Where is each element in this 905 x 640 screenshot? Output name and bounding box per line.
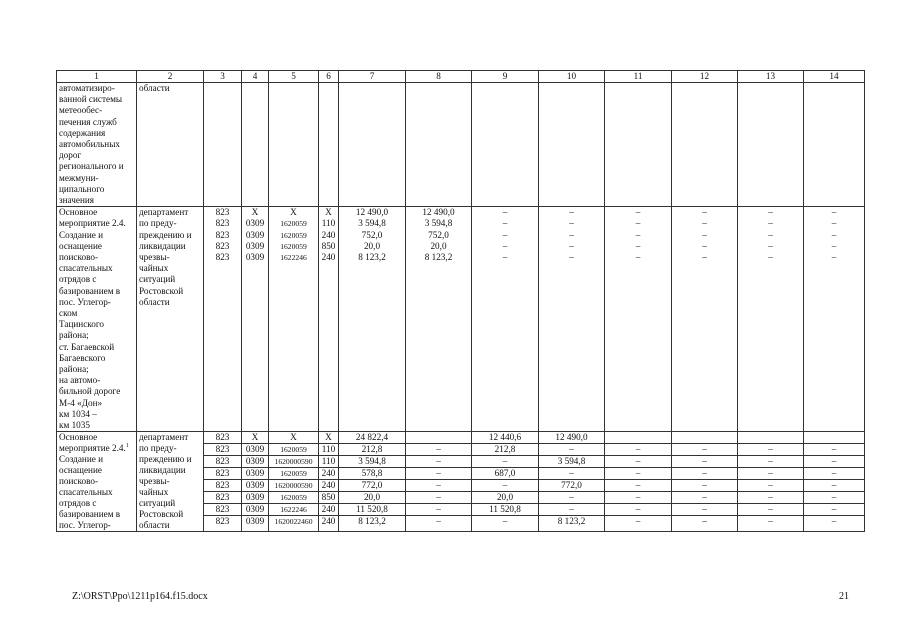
text-line: Багаевского [59, 352, 106, 363]
text-line: преждению и [139, 229, 192, 240]
text-line: дорог [59, 150, 82, 161]
text-line: автоматизиро- [59, 83, 115, 93]
measure-name-cell [57, 207, 137, 432]
table-cell: – [738, 504, 804, 516]
empty-cell [319, 83, 339, 207]
text-line: чайных [139, 263, 169, 274]
table-cell: – [804, 468, 865, 480]
text-line: межмуни- [59, 172, 99, 183]
cell-value: – [635, 229, 641, 240]
table-cell: – [804, 456, 865, 468]
table-cell: 110 [319, 444, 339, 456]
table-cell: – [605, 480, 672, 492]
text-line: регионального и [59, 161, 124, 172]
cell-value: 823 [215, 218, 230, 229]
cell-value: 823 [215, 240, 230, 251]
cell-value: Х [251, 207, 259, 218]
text-line: поисково- [59, 252, 99, 263]
table-cell: 1620059 [269, 444, 319, 456]
year-cell [605, 207, 672, 432]
cell-value: – [635, 218, 641, 229]
table-cell: 3 594,8 [339, 456, 406, 468]
cell-value: – [831, 252, 837, 263]
table-cell: 687,0 [472, 468, 539, 480]
table-cell: – [605, 516, 672, 532]
total-cell [339, 207, 406, 432]
table-cell: 823 [204, 480, 242, 492]
cell-value: – [702, 218, 707, 229]
csr-cell [269, 207, 319, 432]
col-header: 6 [319, 71, 339, 83]
text-line: бильной дороге [59, 386, 121, 397]
table-cell: – [804, 480, 865, 492]
table-cell: 1620022460 [269, 516, 319, 532]
table-cell: 11 520,8 [472, 504, 539, 516]
cell-value: – [768, 229, 773, 240]
budget-table [56, 70, 865, 532]
page-number: 21 [839, 591, 849, 602]
cell-value: – [635, 240, 641, 251]
cell-value: 8 123,2 [358, 252, 386, 263]
text-line: района; [59, 330, 89, 341]
year-cell [672, 207, 738, 432]
table-cell: – [804, 504, 865, 516]
table-cell: – [605, 504, 672, 516]
table-cell: – [738, 480, 804, 492]
col-header: 2 [137, 71, 204, 83]
cell-value: – [702, 207, 707, 218]
cell-value: 12 490,0 [422, 207, 455, 218]
table-cell: 823 [204, 456, 242, 468]
table-cell: 0309 [242, 492, 269, 504]
table-cell: – [804, 492, 865, 504]
text-line: мероприятие 2.4. [59, 218, 126, 229]
empty-cell [406, 83, 472, 207]
text-line: пос. Углегор- [59, 296, 111, 307]
table-cell: 240 [319, 480, 339, 492]
text-line: Тацинского [59, 319, 105, 330]
empty-cell [339, 83, 406, 207]
text-line: метеообес- [59, 105, 103, 116]
table-cell: 24 822,4 [339, 432, 406, 444]
text-line: Создание и [59, 229, 104, 240]
cell-value: – [569, 229, 574, 240]
text-line: спасательных [59, 263, 113, 274]
col-header: 13 [738, 71, 804, 83]
cell-value: 240 [321, 229, 336, 240]
table-cell [672, 432, 738, 444]
cell-value: – [768, 207, 773, 218]
table-cell: 823 [204, 432, 242, 444]
col-header: 11 [605, 71, 672, 83]
table-cell: – [672, 456, 738, 468]
table-cell: Х [269, 432, 319, 444]
text-line: по преду- [139, 443, 177, 454]
cell-value: – [831, 218, 837, 229]
empty-cell [738, 83, 804, 207]
executor-cell [137, 83, 204, 207]
text-line: М-4 «Дон» [59, 397, 103, 408]
table-cell: – [406, 468, 472, 480]
table-cell: 823 [204, 468, 242, 480]
cell-value: 0309 [245, 218, 265, 229]
text-line: области [139, 296, 170, 307]
table-cell: Х [242, 432, 269, 444]
table-cell: – [406, 492, 472, 504]
table-cell: 1620059 [269, 492, 319, 504]
text-line: района; [59, 364, 89, 375]
text-line: отрядов с [59, 498, 97, 509]
col-header: 10 [539, 71, 605, 83]
table-cell [738, 432, 804, 444]
empty-cell [242, 83, 269, 207]
table-cell: – [539, 468, 605, 480]
text-line: Создание и [59, 454, 104, 465]
cell-value: – [502, 229, 508, 240]
table-cell: – [406, 516, 472, 532]
table-cell [804, 432, 865, 444]
table-cell: – [406, 456, 472, 468]
text-line: Основное [59, 432, 98, 443]
text-line: отрядов с [59, 274, 97, 285]
table-cell: 772,0 [339, 480, 406, 492]
table-cell: 11 520,8 [339, 504, 406, 516]
table-cell: – [672, 504, 738, 516]
table-cell: – [605, 456, 672, 468]
year-cell [804, 207, 865, 432]
cell-value: 850 [321, 240, 336, 251]
table-cell: 0309 [242, 516, 269, 532]
cell-value: 1620059 [280, 219, 307, 229]
table-cell: 240 [319, 516, 339, 532]
table-cell: 12 440,6 [472, 432, 539, 444]
table-row [57, 432, 865, 444]
table-cell: – [672, 516, 738, 532]
cell-value: 20,0 [363, 240, 381, 251]
table-cell: 0309 [242, 456, 269, 468]
table-cell: – [804, 444, 865, 456]
table-cell: 8 123,2 [539, 516, 605, 532]
text-line: автомобильных [59, 139, 120, 150]
table-cell: 0309 [242, 504, 269, 516]
table-cell: 772,0 [539, 480, 605, 492]
cell-value: 1622246 [280, 253, 307, 263]
table-cell: 110 [319, 456, 339, 468]
text-line: Ростовской [139, 509, 184, 520]
table-cell: 20,0 [339, 492, 406, 504]
cell-value: 0309 [245, 229, 265, 240]
text-line: преждению и [139, 454, 192, 465]
table-cell: – [738, 468, 804, 480]
cell-value: Х [325, 207, 332, 218]
measure-name-cell [57, 432, 137, 532]
cell-value: Х [290, 207, 297, 218]
empty-cell [539, 83, 605, 207]
text-line: ситуаций [139, 274, 176, 285]
text-line: содержания [59, 127, 106, 138]
empty-cell [204, 83, 242, 207]
year-cell [472, 207, 539, 432]
cell-value: – [569, 207, 574, 218]
text-line: км 1034 – [59, 408, 97, 419]
vr-cell [319, 207, 339, 432]
text-line: базированием в [59, 509, 121, 520]
text-line: печения служб [59, 116, 117, 127]
cell-value: – [831, 207, 837, 218]
cell-value: – [569, 240, 574, 251]
cell-value: – [569, 252, 574, 263]
text-line: департамент [139, 207, 189, 218]
text-line: Ростовской [139, 285, 184, 296]
text-line: ском [59, 308, 78, 319]
table-cell: 12 490,0 [539, 432, 605, 444]
col-header: 8 [406, 71, 472, 83]
cell-value: – [768, 252, 773, 263]
text-line: пос. Углегор- [59, 520, 111, 531]
table-cell: 850 [319, 492, 339, 504]
col-header: 4 [242, 71, 269, 83]
table-cell: – [472, 480, 539, 492]
text-line: области [139, 83, 170, 93]
text-line: ст. Багаевской [59, 341, 115, 352]
col-header: 9 [472, 71, 539, 83]
cell-value: 1620059 [280, 230, 307, 240]
table-cell: – [406, 504, 472, 516]
cell-value: – [702, 252, 707, 263]
table-cell: – [539, 504, 605, 516]
cell-value: 240 [321, 252, 336, 263]
table-cell: – [472, 456, 539, 468]
grbs-cell [204, 207, 242, 432]
text-line: км 1035 [59, 420, 90, 431]
cell-value: – [502, 207, 508, 218]
empty-cell [269, 83, 319, 207]
year-cell [539, 207, 605, 432]
table-cell: 0309 [242, 480, 269, 492]
table-cell: 1620000590 [269, 456, 319, 468]
table-cell: 1622246 [269, 504, 319, 516]
table-cell: – [738, 492, 804, 504]
table-cell: 1620000590 [269, 480, 319, 492]
empty-cell [605, 83, 672, 207]
table-cell: 1620059 [269, 468, 319, 480]
table-cell: 8 123,2 [339, 516, 406, 532]
empty-cell [672, 83, 738, 207]
table-cell: 212,8 [339, 444, 406, 456]
executor-cell [137, 207, 204, 432]
cell-value: – [768, 240, 773, 251]
year-cell [738, 207, 804, 432]
table-cell: – [605, 468, 672, 480]
cell-value: 1620059 [280, 241, 307, 251]
table-row [57, 207, 865, 432]
cell-value: – [635, 252, 641, 263]
cell-value: – [635, 207, 641, 218]
table-cell: 240 [319, 504, 339, 516]
table-cell: – [738, 444, 804, 456]
executor-cell [137, 432, 204, 532]
cell-value: 8 123,2 [424, 252, 453, 263]
table-cell: 240 [319, 468, 339, 480]
cell-value: 0309 [245, 252, 265, 263]
table-row [57, 83, 865, 207]
empty-cell [804, 83, 865, 207]
cell-value: 752,0 [361, 229, 383, 240]
rzpr-cell [242, 207, 269, 432]
table-cell: Х [319, 432, 339, 444]
table-cell: – [738, 456, 804, 468]
table-cell: – [539, 492, 605, 504]
cell-value: – [768, 218, 773, 229]
cell-value: – [569, 218, 574, 229]
superscript: 1 [125, 443, 129, 450]
cell-value: – [502, 252, 508, 263]
text-line: области [139, 520, 170, 531]
col-header: 12 [672, 71, 738, 83]
text-line: поисково- [59, 476, 99, 487]
table-cell: 0309 [242, 444, 269, 456]
table-cell: – [472, 516, 539, 532]
cell-value: 823 [215, 207, 230, 218]
text-line: ванной системы [59, 94, 123, 105]
table-cell: 578,8 [339, 468, 406, 480]
table-cell: 823 [204, 504, 242, 516]
text-line: ликвидации [139, 240, 186, 251]
text-line: департамент [139, 432, 189, 443]
table-cell: – [672, 492, 738, 504]
measure-name-cell [57, 83, 137, 207]
table-cell: – [406, 444, 472, 456]
col-header: 1 [57, 71, 137, 83]
cell-value: – [831, 229, 837, 240]
table-cell: – [406, 480, 472, 492]
col-header: 3 [204, 71, 242, 83]
empty-cell [472, 83, 539, 207]
cell-value: 3 594,8 [358, 218, 386, 229]
text-fragment: мероприятие 2.4. [59, 443, 126, 454]
cell-value: 110 [321, 218, 336, 229]
year-cell [406, 207, 472, 432]
text-line: чрезвы- [139, 476, 170, 487]
text-line: ликвидации [139, 465, 186, 476]
table-cell: 20,0 [472, 492, 539, 504]
file-path-footer: Z:\ORST\Ppo\1211p164.f15.docx [72, 591, 208, 602]
cell-value: – [702, 240, 707, 251]
cell-value: 3 594,8 [424, 218, 453, 229]
cell-value: 20,0 [430, 240, 447, 251]
cell-value: – [831, 240, 837, 251]
table-cell: – [605, 444, 672, 456]
cell-value: – [702, 229, 707, 240]
table-cell: – [539, 444, 605, 456]
text-line: на автомо- [59, 375, 101, 386]
text-line: ципального [59, 183, 105, 194]
cell-value: 823 [215, 229, 230, 240]
table-cell: – [672, 468, 738, 480]
table-cell: – [738, 516, 804, 532]
text-line: базированием в [59, 285, 121, 296]
cell-value: 12 490,0 [355, 207, 389, 218]
text-line: оснащение [59, 240, 102, 251]
col-header: 7 [339, 71, 406, 83]
cell-value: 823 [215, 252, 230, 263]
text-line: Основное [59, 207, 98, 218]
text-line [59, 443, 134, 454]
table-cell: 823 [204, 444, 242, 456]
table-cell [406, 432, 472, 444]
table-cell [605, 432, 672, 444]
table-cell: 212,8 [472, 444, 539, 456]
text-line: чрезвы- [139, 252, 170, 263]
table-cell: – [672, 480, 738, 492]
text-line: значения [59, 195, 95, 206]
table-cell: – [605, 492, 672, 504]
col-header: 5 [269, 71, 319, 83]
cell-value: – [502, 218, 508, 229]
table-cell: 3 594,8 [539, 456, 605, 468]
text-line: ситуаций [139, 498, 176, 509]
table-cell: 823 [204, 516, 242, 532]
text-line: чайных [139, 487, 169, 498]
table-cell: 0309 [242, 468, 269, 480]
cell-value: 0309 [245, 240, 265, 251]
table-cell: – [672, 444, 738, 456]
table-cell: – [804, 516, 865, 532]
table-cell: 823 [204, 492, 242, 504]
header-row [57, 71, 865, 83]
cell-value: – [502, 240, 508, 251]
cell-value: 752,0 [428, 229, 449, 240]
text-line: спасательных [59, 487, 113, 498]
text-line: по преду- [139, 218, 177, 229]
text-line: оснащение [59, 465, 102, 476]
col-header: 14 [804, 71, 865, 83]
